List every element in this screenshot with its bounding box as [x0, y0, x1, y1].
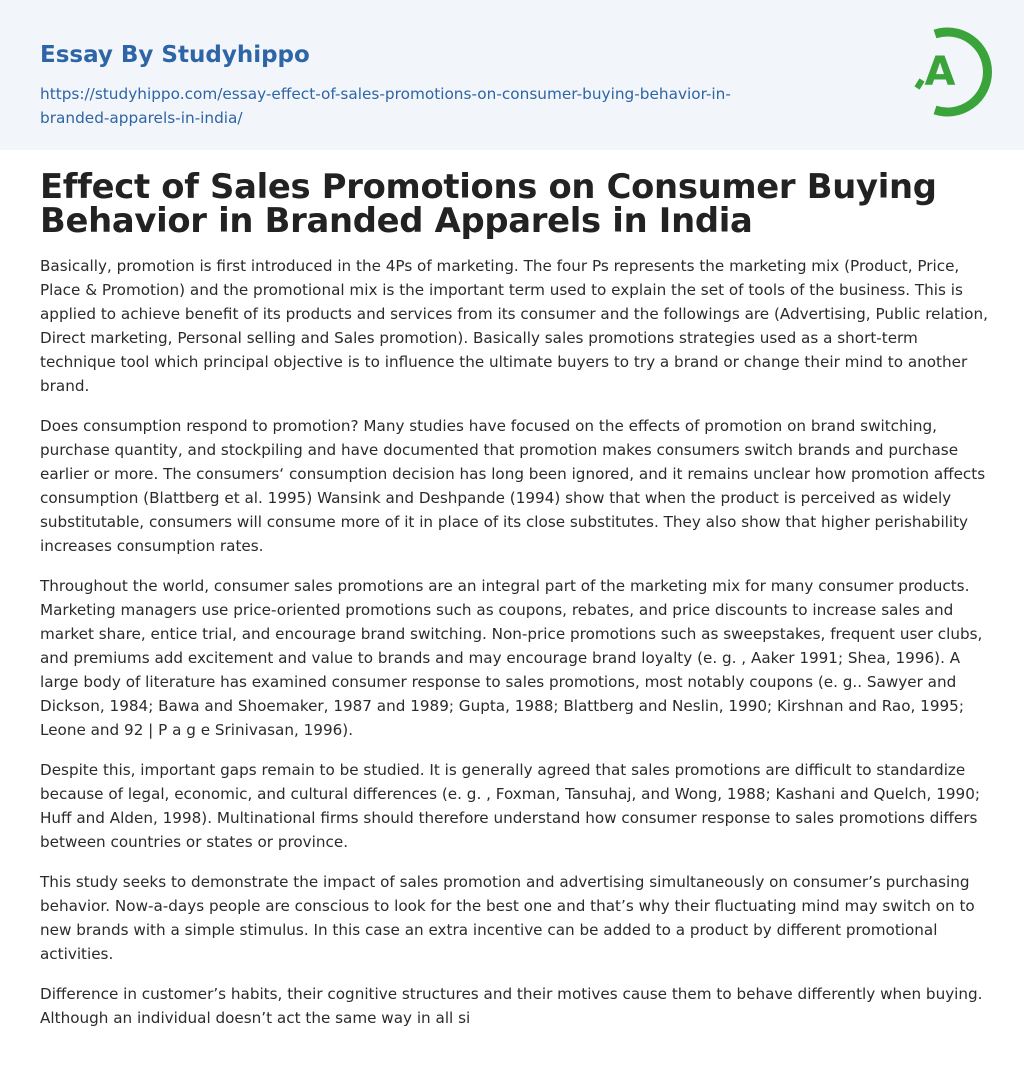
paragraph-4: Despite this, important gaps remain to be studied. It is generally agreed that sales promotions are difficult to standardize because of legal, economic, and cultural differences (e. g. , Foxman, Tansuhaj, and Wong, 1988; Kashani and Quelch, 1990; Huff and Alden, 1998). Multinational firms should therefore understand how consumer response to sales promotions differs between countries or states or province.: [40, 761, 980, 851]
logo-letter: A: [924, 49, 956, 95]
site-header: [0, 0, 1024, 150]
source-url-line-1[interactable]: https://studyhippo.com/essay-effect-of-sales-promotions-on-consumer-buying-behavior-in-: [40, 85, 731, 103]
paragraph-5: This study seeks to demonstrate the impact of sales promotion and advertising simultaneously on consumer’s purchasing behavior. Now-a-days people are conscious to look for the best one and that’s why their fluctuating mind may switch on to new brands with a simple stimulus. In this case an extra incentive can be added to a product by different promotional activities.: [40, 873, 975, 963]
article-title: Effect of Sales Promotions on Consumer Buying Behavior in Branded Apparels in India: [40, 167, 937, 240]
paragraph-3: Throughout the world, consumer sales promotions are an integral part of the marketing mix for many consumer products. Marketing managers use price-oriented promotions such as coupons, rebates, and price discounts to increase sales and market share, entice trial, and encourage brand switching. Non-price promotions such as sweepstakes, frequent user clubs, and premiums add excitement and value to brands and may encourage brand loyalty (e. g. , Aaker 1991; Shea, 1996). A large body of literature has examined consumer response to sales promotions, most notably coupons (e. g.. Sawyer and Dickson, 1984; Bawa and Shoemaker, 1987 and 1989; Gupta, 1988; Blattberg and Neslin, 1990; Kirshnan and Rao, 1995; Leone and 92 | P a g e Srinivasan, 1996).: [40, 577, 983, 739]
source-url-line-2[interactable]: branded-apparels-in-india/: [40, 109, 243, 127]
site-brand[interactable]: Essay By Studyhippo: [40, 42, 310, 68]
paragraph-2: Does consumption respond to promotion? Many studies have focused on the effects of promotion on brand switching, purchase quantity, and stockpiling and have documented that promotion makes consumers switch brands and purchase earlier or more. The consumers‘ consumption decision has long been ignored, and it remains unclear how promotion affects consumption (Blattberg et al. 1995) Wansink and Deshpande (1994) show that when the product is perceived as widely substitutable, consumers will consume more of it in place of its close substitutes. They also show that higher perishability increases consumption rates.: [40, 417, 986, 555]
paragraph-6: Difference in customer’s habits, their cognitive structures and their motives cause them to behave differently when buying. Although an individual doesn’t act the same way in all si: [40, 985, 983, 1027]
source-url-link[interactable]: [40, 82, 840, 130]
studyhippo-logo-icon[interactable]: [904, 26, 994, 118]
paragraph-1: Basically, promotion is first introduced in the 4Ps of marketing. The four Ps represents the marketing mix (Product, Price, Place & Promotion) and the promotional mix is the important term used to explain the set of tools of the business. This is applied to achieve benefit of its products and services from its consumer and the followings are (Advertising, Public relation, Direct marketing, Personal selling and Sales promotion). Basically sales promotions strategies used as a short-term technique tool which principal objective is to influence the ultimate buyers to try a brand or change their mind to another brand.: [40, 257, 988, 395]
article: [40, 167, 990, 1046]
